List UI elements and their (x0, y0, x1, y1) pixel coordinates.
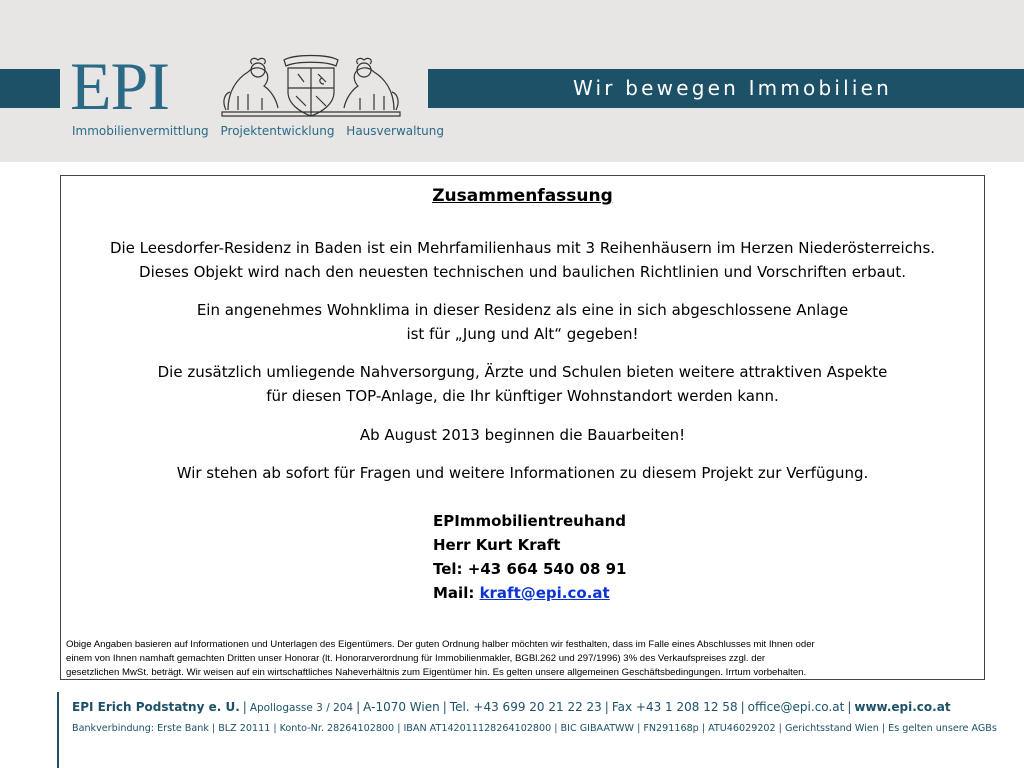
page-header (0, 0, 1024, 162)
footer-company: EPI Erich Podstatny e. U. (72, 700, 240, 714)
paragraph-amenities (61, 360, 984, 408)
contact-mail-label: Mail: (433, 584, 480, 602)
paragraph-climate (61, 298, 984, 346)
summary-title: Zusammenfassung (432, 186, 613, 206)
footer-fax: Fax +43 1 208 12 58 (611, 700, 738, 714)
services-line (72, 124, 451, 138)
paragraph-construction-start: Ab August 2013 beginnen die Bauarbeiten! (359, 426, 686, 444)
footer-address: Apollogasse 3 / 204 (249, 702, 354, 714)
contact-company: EPImmobilientreuhand (433, 512, 627, 530)
paragraph-intro-line1: Die Leesdorfer-Residenz in Baden ist ein Mehrfamilienhaus mit 3 Reihenhäusern im Herzen Niederösterreichs. (109, 239, 936, 257)
footer-bank-line: Bankverbindung: Erste Bank | BLZ 20111 | Konto-Nr. 28264102800 | IBAN AT142011128264102800 | BIC GIBAATWW | FN291168p | ATU46029202 | Gerichtsstand Wien | Es gelten unsere AGBs (72, 723, 997, 734)
paragraph-climate-line1: Ein angenehmes Wohnklima in dieser Residenz als eine in sich abgeschlossene Anlage (196, 301, 849, 319)
footer-tel: Tel. +43 699 20 21 22 23 (449, 700, 602, 714)
contact-mail-row (433, 581, 626, 605)
paragraph-intro (61, 236, 984, 284)
paragraph-contact-offer: Wir stehen ab sofort für Fragen und weitere Informationen zu diesem Projekt zur Verfügung. (176, 464, 869, 482)
heraldic-crest-icon (218, 50, 404, 120)
footer-web[interactable]: www.epi.co.at (854, 700, 951, 714)
footer-email[interactable]: office@epi.co.at (747, 700, 845, 714)
footer-contact-line: EPI Erich Podstatny e. U. | Apollogasse 3 / 204 | A-1070 Wien | Tel. +43 699 20 21 22 23 | Fax +43 1 208 12 58 | office@epi.co.at | www.epi.co.at (72, 700, 951, 714)
service-vermittlung: Immobilienvermittlung (72, 124, 209, 138)
disclaimer-line1: Obige Angaben basieren auf Informationen und Unterlagen des Eigentümers. Der guten Ordnung halber möchten wir festhalten, dass im Falle eines Abschlusses mit Ihnen oder (66, 639, 815, 650)
epi-logo: EPI (70, 48, 169, 124)
contact-tel: Tel: +43 664 540 08 91 (433, 560, 627, 578)
service-hausverwaltung: Hausverwaltung (346, 124, 444, 138)
service-projektentwicklung: Projektentwicklung (220, 124, 335, 138)
paragraph-climate-line2: ist für „Jung und Alt“ gegeben! (406, 325, 639, 343)
contact-name: Herr Kurt Kraft (433, 536, 561, 554)
footer-city: A-1070 Wien (363, 700, 440, 714)
contact-mail-link[interactable]: kraft@epi.co.at (479, 584, 610, 602)
tagline: Wir bewegen Immobilien (573, 76, 893, 100)
footer-rule (57, 692, 59, 768)
contact-block (433, 509, 626, 605)
paragraph-amenities-line1: Die zusätzlich umliegende Nahversorgung, Ärzte und Schulen bieten weitere attraktiven Aspekte (157, 363, 888, 381)
disclaimer (66, 638, 979, 680)
header-bar-left (0, 69, 60, 108)
paragraph-amenities-line2: für diesen TOP-Anlage, die Ihr künftiger Wohnstandort werden kann. (266, 387, 779, 405)
summary-box (60, 175, 985, 680)
paragraph-intro-line2: Dieses Objekt wird nach den neuesten technischen und baulichen Richtlinien und Vorschriften erbaut. (139, 263, 906, 281)
disclaimer-line2: einem von Ihnen namhaft gemachten Dritten unser Honorar (lt. Honorarverordnung für Immobilienmakler, BGBl.262 und 297/1996) 3% des Verkaufspreises zzgl. der (66, 653, 766, 664)
disclaimer-line3: gesetzlichen MwSt. beträgt. Wir weisen auf ein wirtschaftliches Naheverhältnis zum Eigentümer hin. Es gelten unsere allgemeinen Geschäftsbedingungen. Irrtum vorbehalten. (66, 667, 807, 678)
